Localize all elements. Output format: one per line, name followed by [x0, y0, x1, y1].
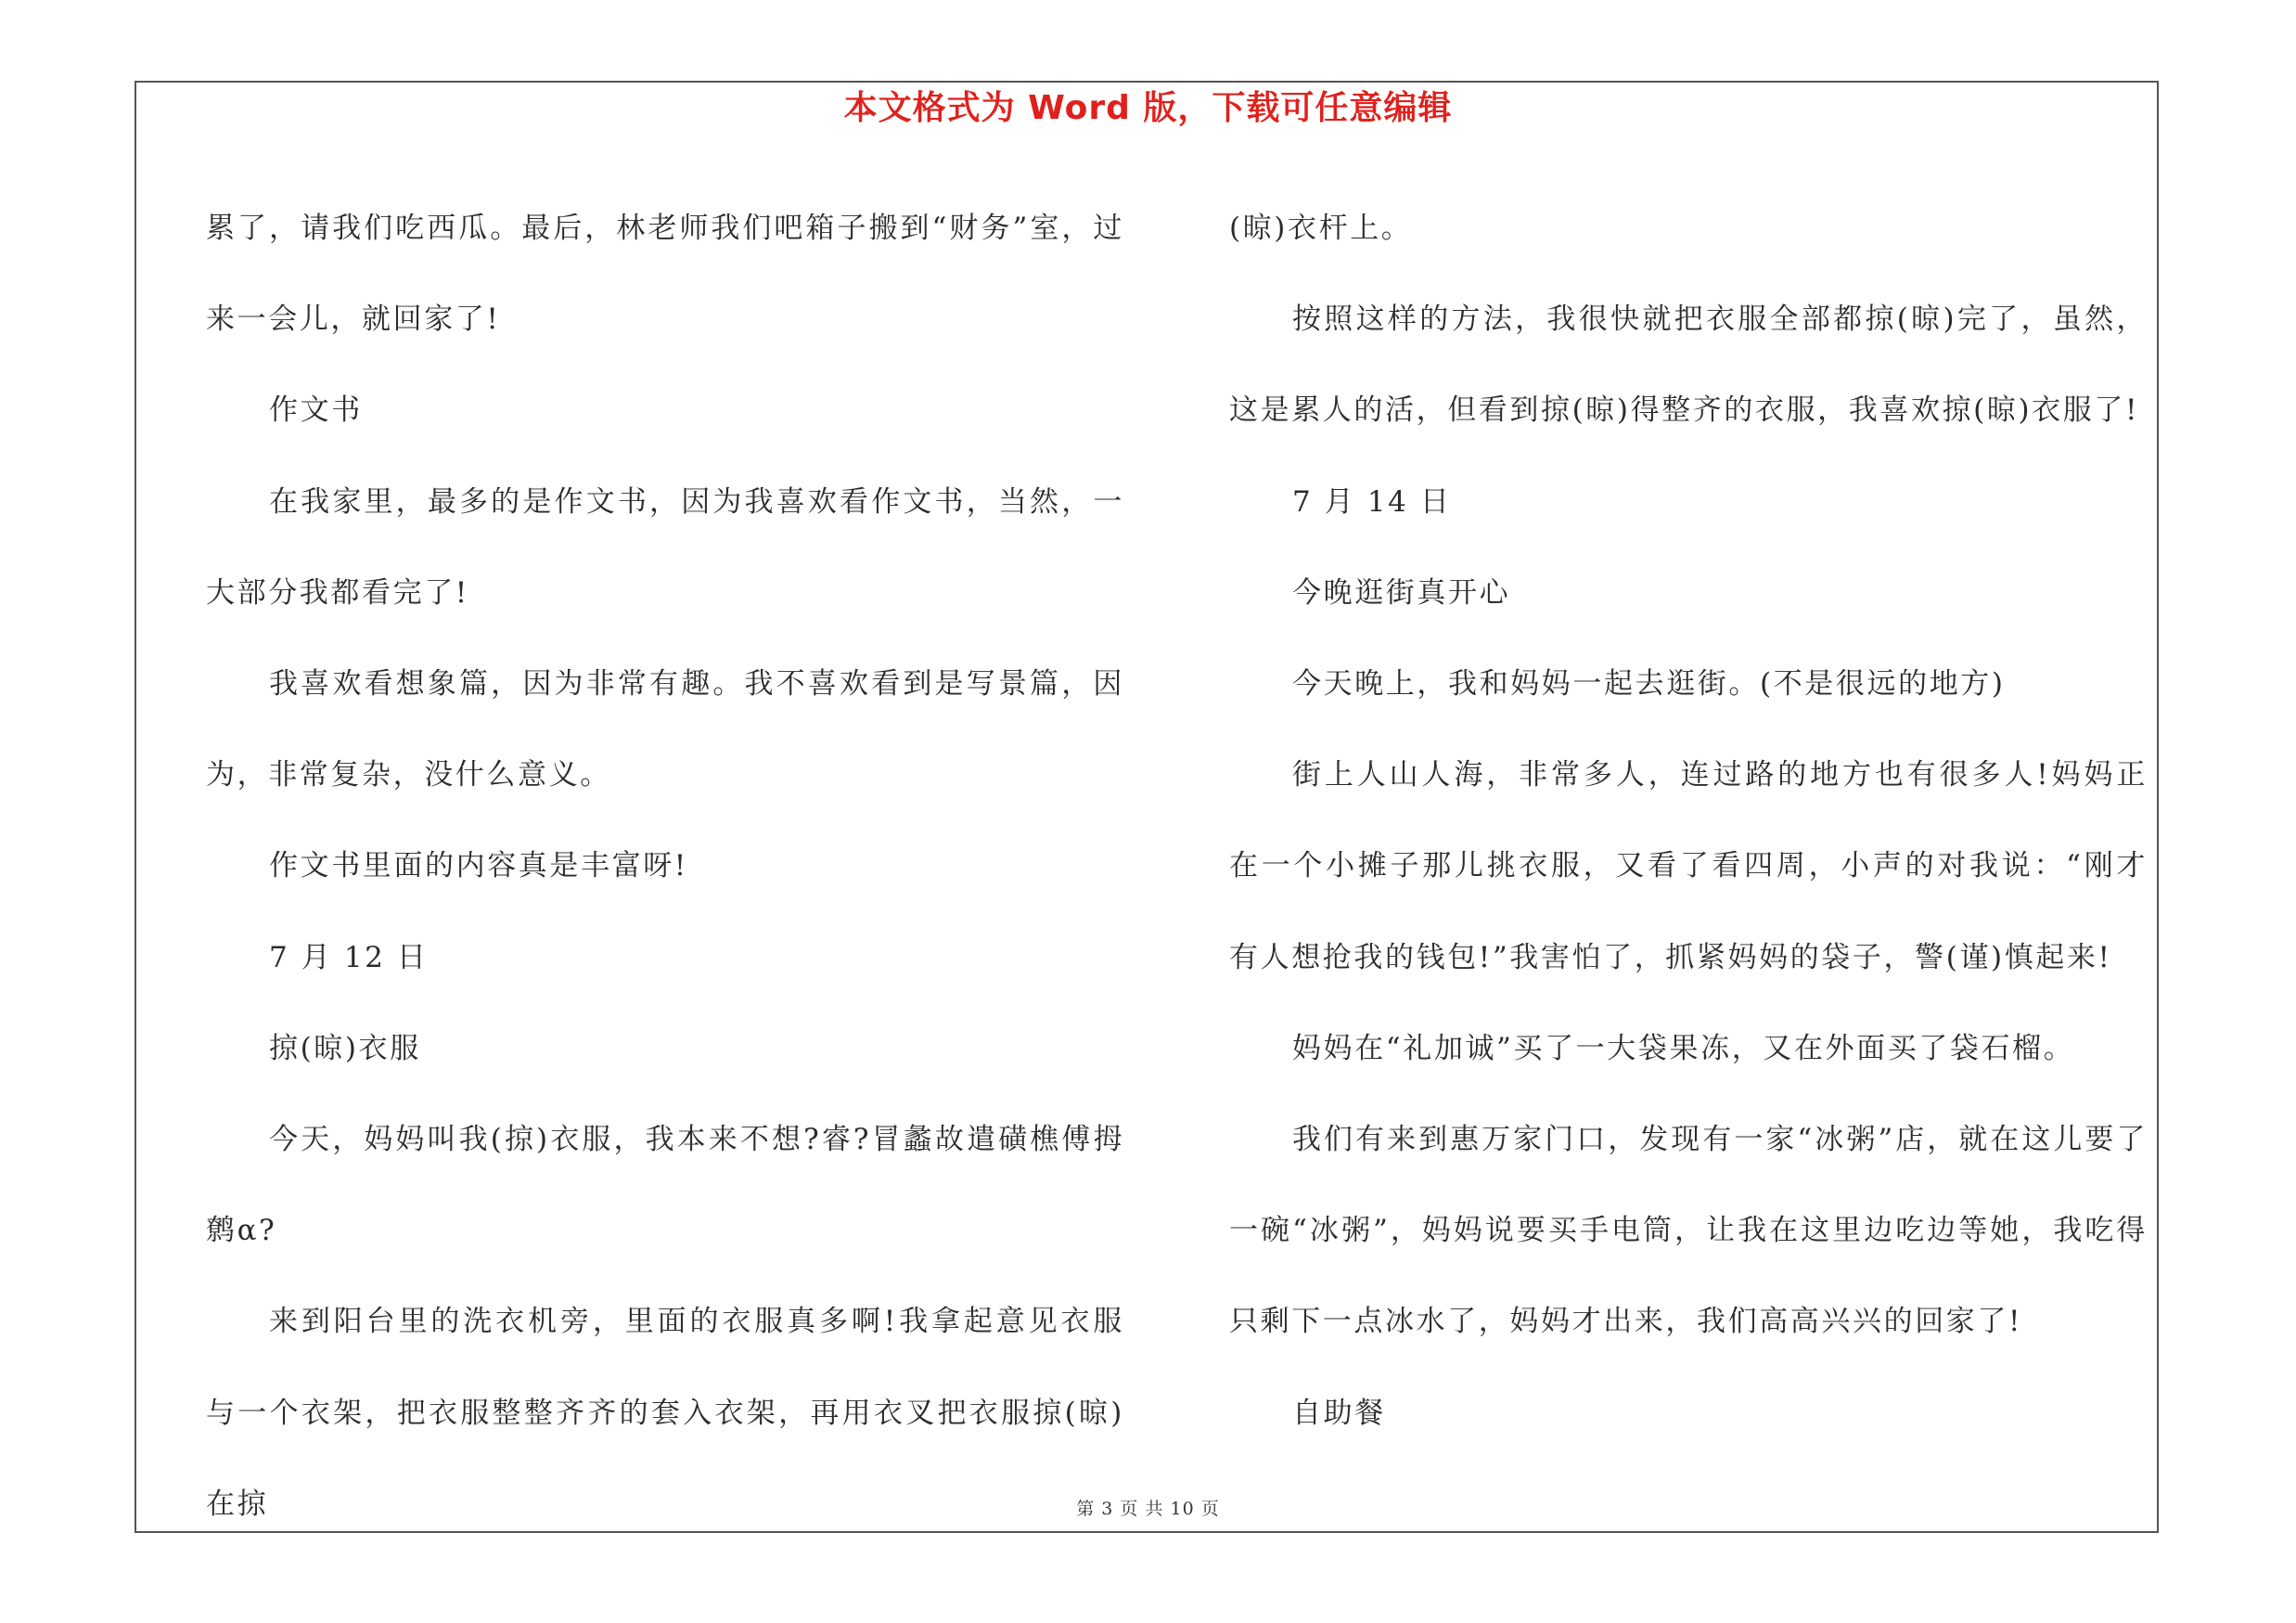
paragraph: 今天晚上，我和妈妈一起去逛街。(不是很远的地方) — [1292, 667, 2006, 702]
paragraph: 7 月 12 日 — [269, 940, 429, 974]
paragraph: 按照这样的方法，我很快就把衣服全部都掠(晾)完了，虽然，这是累人的活，但看到掠(晾)得整齐的衣服，我喜欢掠(晾)衣服了! — [1229, 303, 2148, 428]
paragraph: 妈妈在“礼加诚”买了一大袋果冻，又在外面买了袋石榴。 — [1292, 1031, 2075, 1065]
paragraph: 作文书里面的内容真是丰富呀! — [269, 849, 688, 883]
header-banner: 本文格式为 Word 版，下载可任意编辑 — [843, 89, 1453, 127]
paragraph: 我们有来到惠万家门口，发现有一家“冰粥”店，就在这儿要了一碗“冰粥”，妈妈说要买手电筒，让我在这里边吃边等她，我吃得只剩下一点冰水了，妈妈才出来，我们高高兴兴的回家了! — [1229, 1123, 2148, 1339]
paragraph: 自助餐 — [1292, 1396, 1386, 1430]
paragraph: 7 月 14 日 — [1292, 484, 1452, 519]
left-column — [206, 183, 1124, 1550]
paragraph: 掠(晾)衣服 — [269, 1031, 421, 1065]
paragraph: 我喜欢看想象篇，因为非常有趣。我不喜欢看到是写景篇，因为，非常复杂，没什么意义。 — [206, 667, 1124, 792]
paragraph: 作文书 — [269, 393, 363, 428]
page-footer: 第 3 页 共 10 页 — [1076, 1499, 1220, 1519]
paragraph: 今晚逛街真开心 — [1292, 575, 1511, 610]
paragraph: 来到阳台里的洗衣机旁，里面的衣服真多啊!我拿起意见衣服与一个衣架，把衣服整整齐齐的套入衣架，再用衣叉把衣服掠(晾)在掠 — [206, 1305, 1124, 1521]
paragraph: 街上人山人海，非常多人，连过路的地方也有很多人!妈妈正在一个小摊子那儿挑衣服，又看了看四周，小声的对我说：“刚才有人想抢我的钱包!”我害怕了，抓紧妈妈的袋子，警(谨)慎起来! — [1229, 758, 2148, 974]
paragraph: 在我家里，最多的是作文书，因为我喜欢看作文书，当然，一大部分我都看完了! — [206, 484, 1124, 610]
paragraph: 累了，请我们吃西瓜。最后，林老师我们吧箱子搬到“财务”室，过来一会儿，就回家了! — [206, 212, 1124, 337]
paragraph: (晾)衣杆上。 — [1229, 212, 1413, 245]
paragraph: 今天，妈妈叫我(掠)衣服，我本来不想?睿?冒蠡故遣磺樵傅拇鹩α? — [206, 1123, 1124, 1248]
right-column — [1229, 183, 2148, 1459]
